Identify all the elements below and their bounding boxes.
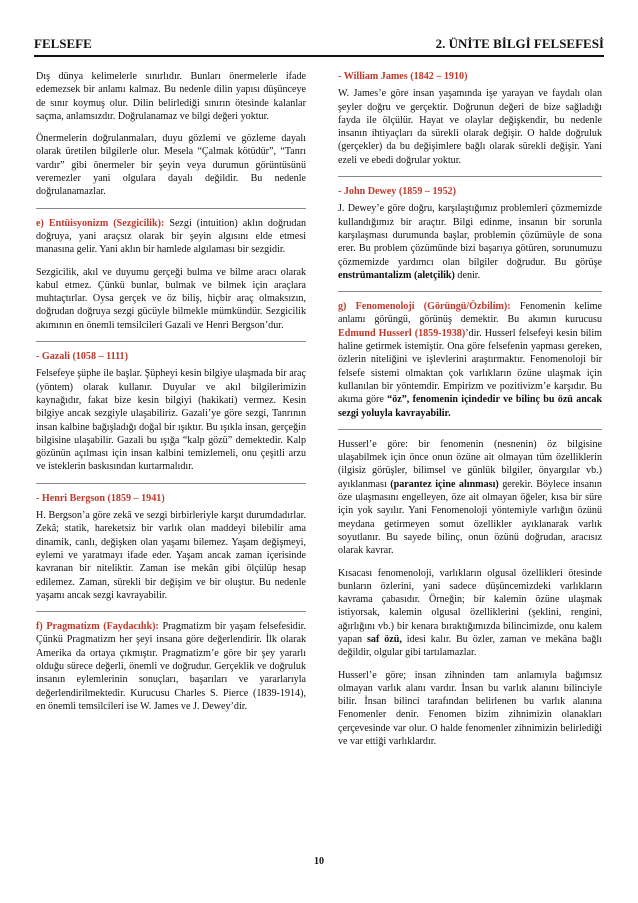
paragraph xyxy=(338,202,602,282)
left-column xyxy=(36,70,306,722)
section-divider xyxy=(338,176,602,177)
header-unit-title: 2. ÜNİTE BİLGİ FELSEFESİ xyxy=(435,36,604,51)
dewey-heading: - John Dewey (1859 – 1952) xyxy=(338,186,457,198)
fenomenoloji-section xyxy=(338,300,602,420)
text: ’dir. Husserl felsefeyi kesin bilim haline getirmek istemiştir. Ona göre felsefenin yapması gereken, özlerin niteliğini ve işlevlerini araştırmaktır. Fenomenoloji bir felsefe sistemi olmaktan çok varlıkların özüne ulaşmak için kullanılan bir yöntemdir. Empirizm ve pozitivizm’e karşıdır. Bu akıma göre xyxy=(338,327,603,406)
section-heading: e) Entüisyonizm (Sezgicilik): xyxy=(36,217,165,229)
paragraph: Önermelerin doğrulanmaları, duyu gözlemi ve gözleme dayalı olarak üretilen bilgilerle olur. Mesela “Çalmak kötüdür”, “Tanrı vardır” gibi önermeler bir şeyin veya durumun görüntüsünü veremezler yani olgulara dayalı değildir. Bu nedenle doğrulanamazlar. xyxy=(36,133,306,198)
section-divider xyxy=(36,208,306,209)
header-subject: FELSEFE xyxy=(34,36,92,51)
paragraph: W. James’e göre insan yaşamında işe yarayan ve faydalı olan şeyler doğru ve gerçektir. Doğrunun değeri de bize sağladığı fayda ile ölçülür. Hayat ve olaylar değişkendir, bu nedenle insanın ihtiyaçları da sürekli olarak değişir. O halde doğruluk (gerçekler) da bu değişimlere bağlı olarak sürekli değişir. Yani ezeli ve ebedi doğrular yoktur. xyxy=(338,88,602,166)
paragraph: Sezgicilik, akıl ve duyumu gerçeği bulma ve bilme aracı olarak kabul etmez. Çünkü bunlar, bulmak ve bilmek için araçlara muhtaçtırlar. Oysa gerçek ve öz biliş, hiçbir araç olmaksızın, doğrudan doğruya sezgi gücüyle bilmekle mümkündür. Sezgicilik akımının en önemli temsilcileri Gazali ve Henri Bergson’dur. xyxy=(36,266,306,331)
header-rule xyxy=(34,55,604,57)
text: Fenomenin kelime anlamı görüngü, görünüş demektir. Bu akımın kurucusu xyxy=(338,301,602,326)
husserl-name: Edmund Husserl (1859-1938) xyxy=(338,327,466,339)
gazali-heading: - Gazali (1058 – 1111) xyxy=(36,351,128,363)
bold-term: enstrümantalizm (aletçilik) xyxy=(338,269,455,281)
section-text: Pragmatizm bir yaşam felsefesidir. Çünkü Pragmatizm her şeyi insana göre değerlendirir. İlk olarak Amerika da ortaya çıkmıştır. Pragmatizm’e göre bir şey yararlı olduğu sürece değerli, önemli ve doğrudur. Gerçeklik ve doğruluk insanın eylemlerinin sonuçları, başarıları ve yararlarıyla değerlendirilmektedir. Kurucusu Charles S. Pierce (1839-1914), en önemli temsilcileri ise W. James ve J. Dewey’dir. xyxy=(36,621,306,712)
section-divider xyxy=(338,429,602,430)
section-divider xyxy=(36,611,306,612)
paragraph xyxy=(338,438,602,558)
james-heading: - William James (1842 – 1910) xyxy=(338,71,468,82)
text: denir. xyxy=(454,269,481,281)
paragraph xyxy=(338,567,602,660)
text: idesi kalır. Bu özler, zaman ve mekâna bağlı değildir, olgular gibi tartılamazlar. xyxy=(338,633,603,659)
pragmatizm-section xyxy=(36,620,306,713)
section-heading: g) Fenomenoloji (Görüngü/Özbilim): xyxy=(338,301,511,313)
bold-term: saf özü, xyxy=(367,633,402,645)
entuisyonizm-section xyxy=(36,217,306,257)
paragraph: Husserl’e göre; insan zihninden tam anlamıyla bağımsız olmayan varlık alanı vardır. İnsan bu varlık alanını bilinciyle bilir. İnsan bilinci tarafından belirlenen bu varlık alanına Fenomenler denir. Fenomen bizim zihnimizin olanakları çerçevesinde var olur. O halde fenomenler zihnimizin belirlediği ve var ettiği varlıklardır. xyxy=(338,669,602,748)
paragraph: Felsefeye şüphe ile başlar. Şüpheyi kesin bilgiye ulaşmada bir araç (yöntem) olarak kullanır. Duyular ve akıl bilgilerimizin kaynağıdır, fakat bize kesin bilgiyi (hakikati) vermez. Kesin bilgiye ancak sezgiyle ulaşabiliriz. Gazali’ye göre sezgi, Tanrının insan kalbine bağışladığı doğal bir ışıktır. Bu ışıkla insan, gerçeğin bilgisine ulaşabilir. Gazali bu ışığa “kalp gözü” demektedir. Kalp gözünün açılması için insan kalbini temizlemeli, onu çeşitli arzu ve isteklerin baskısından kurtarmalıdır. xyxy=(36,368,306,473)
bold-statement: “öz”, fenomenin içindedir ve bilinç bu özü ancak sezgi yoluyla kavrayabilir. xyxy=(338,394,602,419)
section-divider xyxy=(36,341,306,342)
page-header xyxy=(34,36,604,54)
section-divider xyxy=(338,291,602,292)
paragraph: Dış dünya kelimelerle sınırlıdır. Bunları önermelerle ifade edemezsek bir anlamı kalmaz. Bu nedenle dilin yapısı düşünceye de sınır koymuş olur. Dilin belirlediği sınırın ötesinde kalanlar saçma, anlamsızdır. Doğrulanamaz ve bilgi değeri yoktur. xyxy=(36,71,306,122)
section-text: Sezgi (intuition) aklın doğrudan doğruya, yani araçsız olarak bir şeyin algısını elde etmesi manasına gelir. Yani aklın bir hamlede algılaması bir sezgidir. xyxy=(36,217,307,256)
paragraph: H. Bergson’a göre zekâ ve sezgi birbirleriyle karşıt durumdadırlar. Zekâ; statik, hareketsiz bir varlık olan maddeyi bilebilir ama dinamik, canlı, değişken olan yaşamı bilemez. Yaşam değişmeyi, eylemi ve yaratmayı ifade eder. Yaşam ancak zaman içerisinde kavranan bir niteliktir. Zaman ise mekân gibi ölçülüp hesap edilemez. Zaman, sürekli bir değişim ve bir oluştur. Bu nedenle yaşamı ancak sezgi kavrayabilir. xyxy=(36,510,306,601)
text: Husserl’e göre: bir fenomenin (nesnenin) öz bilgisine ulaşabilmek için önce onun özüne ait olmayan tüm özelliklerin (ilgisiz görüşler, bilimsel ve günlük bilgiler, önyargılar vb.) ayıklanması xyxy=(338,438,602,490)
bold-term: (parantez içine alınması) xyxy=(390,478,499,490)
text: J. Dewey’e göre doğru, karşılaştığımız problemleri çözmemizde kullandığımız bir araçtır. Bilgi edinme, insanın bir sorunla karşılaşması durumunda başlar, problemin çözümüyle de sona erer. Bu problem çözümünde bizi başarıya götüren, sorunumuzu çözmemizde yardımcı olan bilgiler doğrudur. Bu görüşe xyxy=(338,203,602,268)
page-number: 10 xyxy=(314,856,324,867)
section-heading: f) Pragmatizm (Faydacılık): xyxy=(36,621,159,633)
section-divider xyxy=(36,483,306,484)
text: Kısacası fenomenoloji, varlıkların olgusal özellikleri ötesinde bunların özlerini, yani sadece düşüncemizdeki varlıkların kavrama çabasıdır. Örneğin; bir kalemin özüne ulaşmak istiyorsak, kalemin olgusal özelliklerini (şeklini, rengini, ağırlığını vb.) bir kenara bıraktığımızda bilincimizde, onu kalem yapan xyxy=(338,567,602,645)
bergson-heading: - Henri Bergson (1859 – 1941) xyxy=(36,492,165,504)
right-column xyxy=(338,70,602,757)
text: gerekir. Böylece insanın öze ulaşmasını engelleyen, öze ait olmayan öğeler, kısa bir süre için yok sayılır. Yani Fenomenoloji yöntemiyle varlığın özünü meydana getirmeyen somut özellikler ayıklanarak varlık soyutlanır. Bu sayede bilinç, onun özünü doğrudan, aracısız olarak kavrar. xyxy=(338,478,602,557)
